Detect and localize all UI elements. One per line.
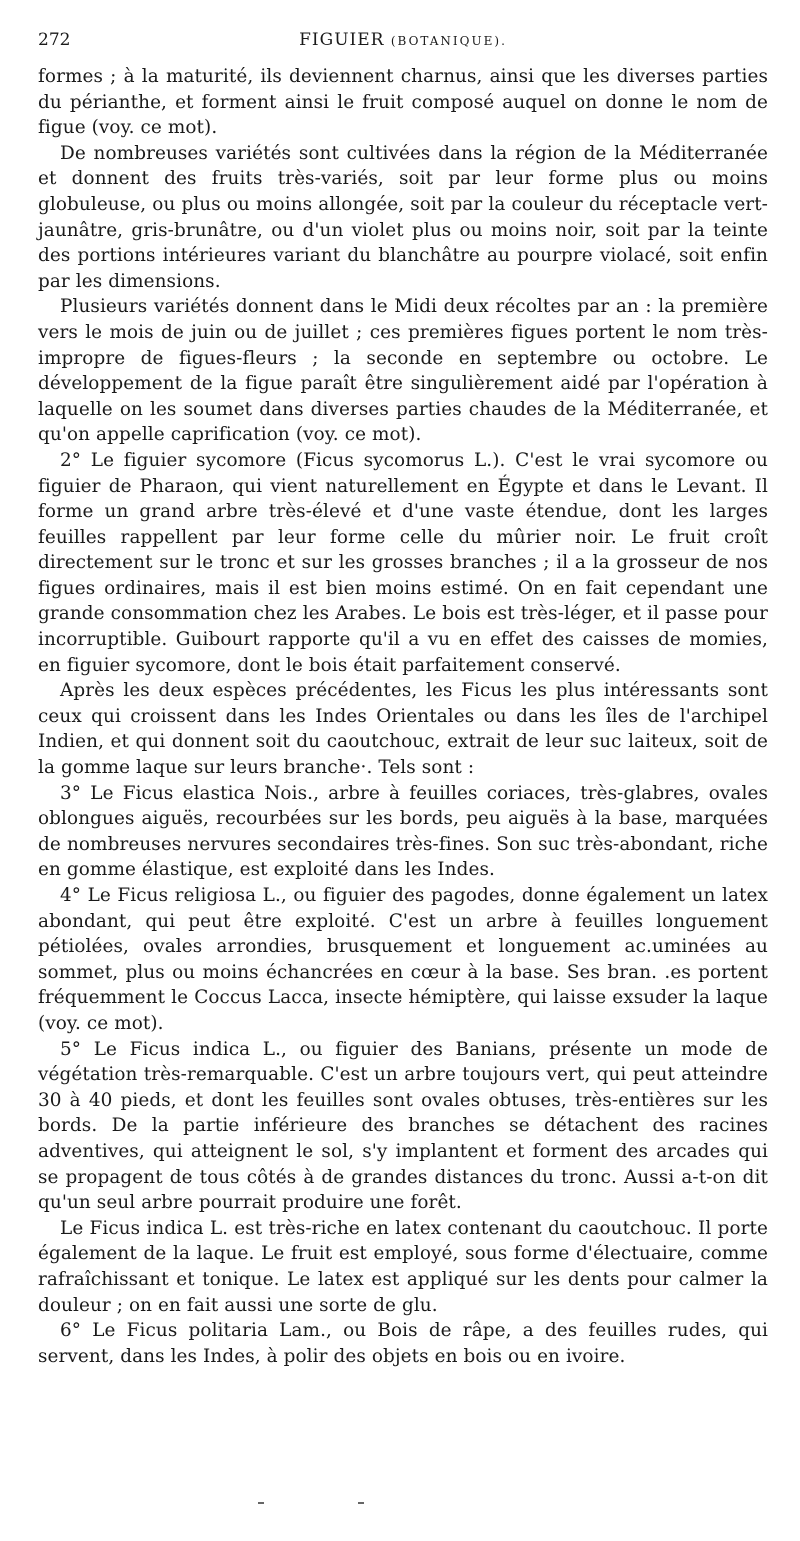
paragraph-6: 3° Le Ficus elastica Nois., arbre à feuilles coriaces, très-glabres, ovales oblongues aiguës, recourbées sur les bords, peu aiguës à la base, marquées de nombreuses nervures secondaires très-fines. Son suc très-abondant, riche en gomme élastique, est exploité dans les Indes. <box>38 782 768 881</box>
header-subtitle: (BOTANIQUE). <box>390 34 507 48</box>
page-bottom-specks <box>258 1502 368 1506</box>
paragraph-3: Plusieurs variétés donnent dans le Midi deux récoltes par an : la première vers le mois de juin ou de juillet ; ces premières figues portent le nom très-impropre de figues-fleurs ; la seconde en septembre ou octobre. Le développement de la figue paraît être singulièrement aidé par l'opération à laquelle on les soumet dans diverses parties chaudes de la Méditerranée, et qu'on appelle caprification (voy. ce mot). <box>38 296 768 446</box>
paragraph-7: 4° Le Ficus religiosa L., ou figuier des pagodes, donne également un latex abondant, qui peut être exploité. C'est un arbre à feuilles longuement pétiolées, ovales arrondies, brusquement et longuement ac.uminées au sommet, plus ou moins échancrées en cœur à la base. Ses bran. .es portent fréquemment le Coccus Lacca, insecte hémiptère, qui laisse exsuder la laque (voy. ce mot). <box>38 885 768 1034</box>
paragraph-8: 5° Le Ficus indica L., ou figuier des Banians, présente un mode de végétation très-remarquable. C'est un arbre toujours vert, qui peut atteindre 30 à 40 pieds, et dont les feuilles sont ovales obtuses, très-entières sur les bords. De la partie inférieure des branches se détachent des racines adventives, qui atteignent le sol, s'y implantent et forment des arcades qui se propagent de tous côtés à de grandes distances du tronc. Aussi a-t-on dit qu'un seul arbre pourrait produire une forêt. <box>38 1038 768 1214</box>
paragraph-5: Après les deux espèces précédentes, les Ficus les plus intéressants sont ceux qui croissent dans les Indes Orientales ou dans les îles de l'archipel Indien, et qui donnent soit du caoutchouc, extrait de leur suc laiteux, soit de la gomme laque sur leurs branche·. Tels sont : <box>38 680 768 779</box>
paragraph-9: Le Ficus indica L. est très-riche en latex contenant du caoutchouc. Il porte également de la laque. Le fruit est employé, sous forme d'électuaire, comme rafraîchissant et tonique. Le latex est appliqué sur les dents pour calmer la douleur ; on en fait aussi une sorte de glu. <box>38 1217 768 1316</box>
paragraph-2: De nombreuses variétés sont cultivées dans la région de la Méditerranée et donnent des fruits très-variés, soit par leur forme plus ou moins globuleuse, ou plus ou moins allongée, soit par la couleur du réceptacle vert-jaunâtre, gris-brunâtre, ou d'un violet plus ou moins noir, soit par la teinte des portions intérieures variant du blanchâtre au pourpre violacé, soit enfin par les dimensions. <box>38 142 768 292</box>
speck-mark <box>258 1502 264 1504</box>
page-number: 272 <box>38 30 71 50</box>
body-text <box>38 64 768 1369</box>
paragraph-10: 6° Le Ficus politaria Lam., ou Bois de râpe, a des feuilles rudes, qui servent, dans les Indes, à polir des objets en bois ou en ivoire. <box>38 1320 768 1367</box>
header-title-line <box>38 30 768 50</box>
speck-mark <box>358 1502 364 1504</box>
paragraph-4: 2° Le figuier sycomore (Ficus sycomorus L.). C'est le vrai sycomore ou figuier de Pharaon, qui vient naturellement en Égypte et dans le Levant. Il forme un grand arbre très-élevé et d'une vaste étendue, dont les larges feuilles rappellent par leur forme celle du mûrier noir. Le fruit croît directement sur le tronc et sur les grosses branches ; il a la grosseur de nos figues ordinaires, mais il est bien moins estimé. On en fait cependant une grande consommation chez les Arabes. Le bois est très-léger, et il passe pour incorruptible. Guibourt rapporte qu'il a vu en effet des caisses de momies, en figuier sycomore, dont le bois était parfaitement conservé. <box>38 449 768 676</box>
header-title: FIGUIER <box>299 30 385 50</box>
running-head <box>38 30 768 64</box>
paragraph-1: formes ; à la maturité, ils deviennent charnus, ainsi que les diverses parties du périanthe, et forment ainsi le fruit composé auquel on donne le nom de figue (voy. ce mot). <box>38 66 768 139</box>
